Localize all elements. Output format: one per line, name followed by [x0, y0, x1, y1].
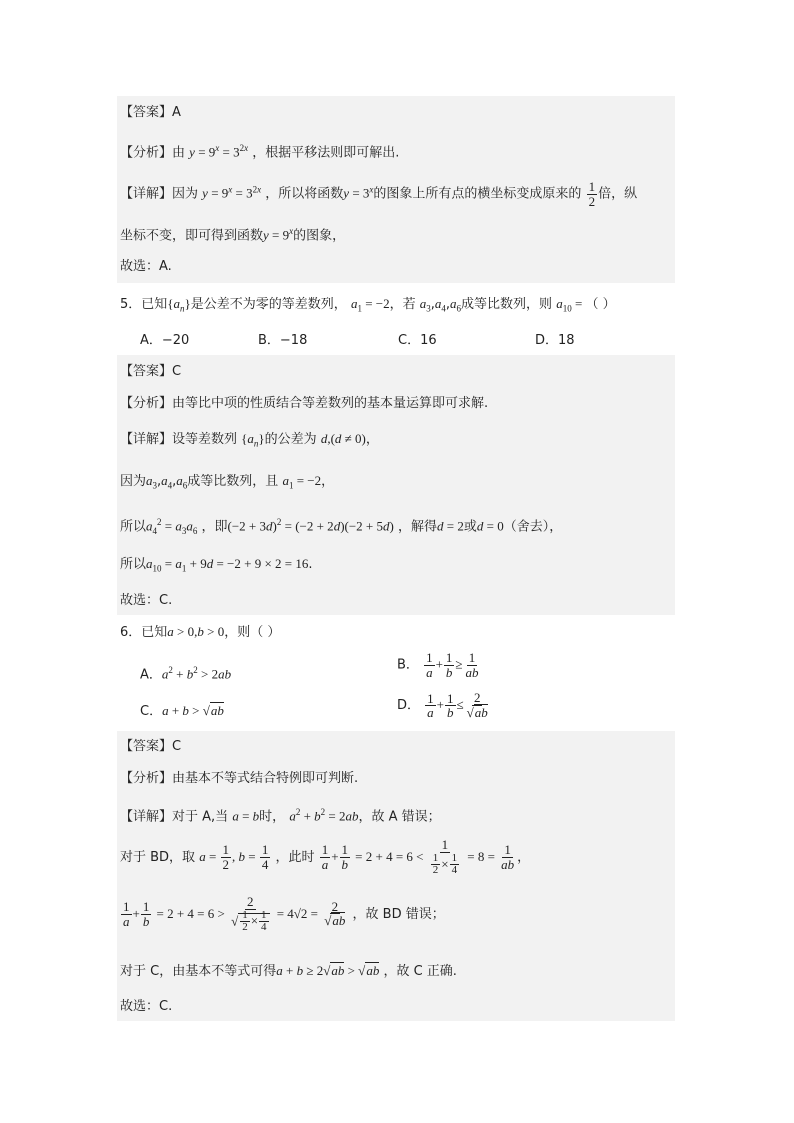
q6-conclusion: 故选：C. — [120, 999, 173, 1014]
q6-answer: 【答案】C — [120, 739, 182, 754]
q5-detail-line-4: 所以$a_{10} = a_1 + 9d = -2 + 9 \times 2 = 16$. — [120, 556, 313, 574]
q6-option-c: C．a + b > √ab — [140, 703, 224, 719]
q5-option-c: C．16 — [398, 333, 437, 348]
q4-answer: 【答案】A — [120, 105, 181, 120]
q6-option-d: D． $\frac{1}{a}$ + $\frac{1}{b}$ ≤ $\frac{2}{√ab}$ — [397, 690, 488, 721]
q6-option-a: A．$a^2 + b^2 > 2ab$ — [140, 665, 232, 683]
q6-detail-line-2: 对于 BD，取 a = $\frac{1}{2}$ , b = $\frac{1}{4}$ ，此时 $\frac{1}{a}$ + $\frac{1}{b}$ = 2 + 4 = 6 < 1 $\frac{1}{2}$ × $\frac{1}{4}$ = 8 = $\frac{1}{ab}$ ， — [120, 837, 531, 877]
q5-detail-line-3: 所以$a_4^2 = a_3a_6$ ，即$(-2 + 3d)^2 = (-2 + 2d)(-2 + 5d)$ ，解得d = 2或d = 0（舍去）， — [120, 517, 563, 536]
q5-detail-line-1: 【详解】设等差数列 $\{a_n\}$的公差为 d,(d ≠ 0)， — [120, 431, 379, 449]
q5-stem: 5．已知$\{a_n\}$是公差不为零的等差数列， $a_1 = -2$，若 $a_3,a_4,a_6$成等比数列，则 $a_{10}$ = （ ） — [120, 296, 616, 314]
q5-option-b: B．−18 — [258, 333, 308, 348]
q5-answer: 【答案】C — [120, 364, 182, 379]
q6-option-b: B． $\frac{1}{a}$ + $\frac{1}{b}$ ≥ $\frac{1}{ab}$ — [397, 650, 479, 680]
q5-conclusion: 故选：C. — [120, 593, 173, 608]
q6-stem: 6．已知a > 0,b > 0，则（ ） — [120, 624, 281, 640]
q4-conclusion: 故选：A. — [120, 259, 172, 274]
q6-detail-line-1: 【详解】对于 A,当 a = b时， $a^2 + b^2 = 2ab$，故 A 错误； — [120, 807, 441, 825]
q6-detail-line-4: 对于 C，由基本不等式可得a + b ≥ 2√ab > √ab ，故 C 正确. — [120, 963, 457, 979]
q5-option-a: A．−20 — [140, 333, 190, 348]
q4-analysis: 【分析】由 $y = 9^x = 3^{2x}$ ，根据平移法则即可解出. — [120, 143, 400, 161]
q4-detail-line-2: 坐标不变，即可得到函数$y = 9^x$的图象， — [120, 226, 346, 244]
q5-analysis: 【分析】由等比中项的性质结合等差数列的基本量运算即可求解. — [120, 396, 489, 411]
q6-detail-line-3: $\frac{1}{a}$ + $\frac{1}{b}$ = 2 + 4 = 6 > 2 √ $\frac{1}{2}$ × $\frac{1}{4}$ = 4√2 = $\frac{2}{√ab}$ ，故 BD 错误； — [123, 894, 445, 934]
q6-analysis: 【分析】由基本不等式结合特例即可判断. — [120, 771, 359, 786]
q5-detail-line-2: 因为$a_3,a_4,a_6$成等比数列，且 $a_1 = -2$， — [120, 473, 335, 491]
q5-option-d: D．18 — [535, 333, 575, 348]
q4-detail-line-1: 【详解】因为 $y = 9^x = 3^{2x}$ ，所以将函数$y = 3^x$的图象上所有点的横坐标变成原来的 $\frac{1}{2}$ 倍，纵 — [120, 179, 638, 209]
